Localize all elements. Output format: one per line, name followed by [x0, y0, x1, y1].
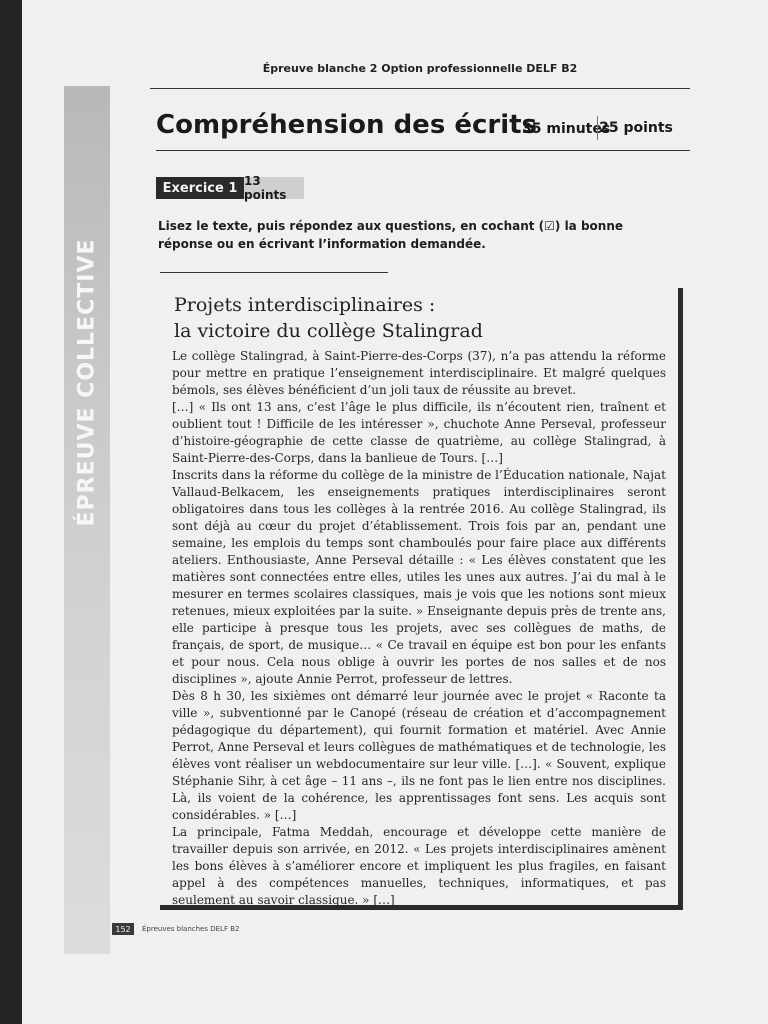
page-header: Épreuve blanche 2 Option professionnelle DELF B2	[262, 62, 578, 75]
article-title-line-2: la victoire du collège Stalingrad	[174, 320, 483, 342]
article-title	[174, 292, 654, 344]
article-paragraph: […] « Ils ont 13 ans, c’est l’âge le plus difficile, ils n’écoutent rien, traînent et oublient tout ! Difficile de les intéresser », chuchote Anne Perseval, professeur d’histoire-géographie de cette classe de quatrième, au collège Stalingrad, à Saint-Pierre-des-Corps, dans la banlieue de Tours. […]	[172, 400, 666, 465]
article-paragraph: La principale, Fatma Meddah, encourage et développe cette manière de travailler depuis son arrivée, en 2012. « Les projets interdisciplinaires amènent les bons élèves à s’améliorer encore et impliquent les plus fragiles, en faisant appel à des compétences manuelles, techniques, informatiques, et pas seulement au savoir classique. » […]	[172, 825, 666, 907]
section-duration: 35 minutes	[522, 121, 611, 137]
section-points: 25 points	[599, 120, 673, 136]
side-label-text: ÉPREUVE COLLECTIVE	[74, 237, 100, 527]
article-frame-right	[678, 288, 683, 910]
exercise-header	[156, 174, 304, 202]
scan-left-border	[0, 0, 22, 1024]
title-divider	[156, 150, 690, 151]
exercise-instructions: Lisez le texte, puis répondez aux questions, en cochant (☑) la bonne réponse ou en écrivant l’information demandée.	[158, 219, 624, 251]
section-points-box	[597, 116, 674, 140]
footer-book-title: Épreuves blanches DELF B2	[142, 925, 240, 933]
article-body	[172, 348, 666, 909]
article-paragraph: Le collège Stalingrad, à Saint-Pierre-des-Corps (37), n’a pas attendu la réforme pour mettre en pratique l’enseignement interdisciplinaire. Et malgré quelques bémols, ses élèves bénéficient d’un joli taux de réussite au brevet.	[172, 349, 666, 397]
exercise-label: Exercice 1	[156, 177, 244, 199]
article-title-line-1: Projets interdisciplinaires :	[174, 294, 436, 316]
instructions-divider	[160, 272, 388, 273]
page-number: 152	[112, 923, 134, 935]
exercise-points: 13 points	[244, 177, 304, 199]
article-paragraph: Dès 8 h 30, les sixièmes ont démarré leur journée avec le projet « Raconte ta ville », subventionné par le Canopé (réseau de création et d’accompagnement pédagogique du département), qui fournit formation et matériel. Avec Annie Perrot, Anne Perseval et leurs collègues de mathématiques et de technologie, les élèves vont réaliser un webdocumentaire sur leur ville. […]. « Souvent, explique Stéphanie Sihr, à cet âge – 11 ans –, ils ne font pas le lien entre nos disciplines. Là, ils voient de la cohérence, les apprentissages font sens. Les acquis sont considérables. » […]	[172, 689, 666, 822]
article-paragraph: Inscrits dans la réforme du collège de la ministre de l’Éducation nationale, Najat Vallaud-Belkacem, les enseignements pratiques interdisciplinaires seront obligatoires dans tous les collèges à la rentrée 2016. Au collège Stalingrad, ils sont déjà au cœur du projet d’établissement. Trois fois par an, pendant une semaine, les emplois du temps sont chamboulés pour faire place aux différents ateliers. Enthousiaste, Anne Perseval détaille : « Les élèves constatent que les matières sont connectées entre elles, utiles les unes aux autres. J’ai du mal à le mesurer en termes scolaires classiques, mais je vois que les notions sont mieux retenues, mieux exploitées par la suite. » Enseignante depuis près de trente ans, elle participe à presque tous les projets, avec ses collègues de maths, de français, de sport, de musique… « Ce travail en équipe est bon pour les enfants et pour nous. Cela nous oblige à ouvrir les portes de nos salles et de nos disciplines », ajoute Annie Perrot, professeur de lettres.	[172, 468, 666, 686]
side-label	[65, 237, 109, 527]
header-divider	[150, 88, 690, 89]
section-title: Compréhension des écrits	[156, 110, 538, 140]
